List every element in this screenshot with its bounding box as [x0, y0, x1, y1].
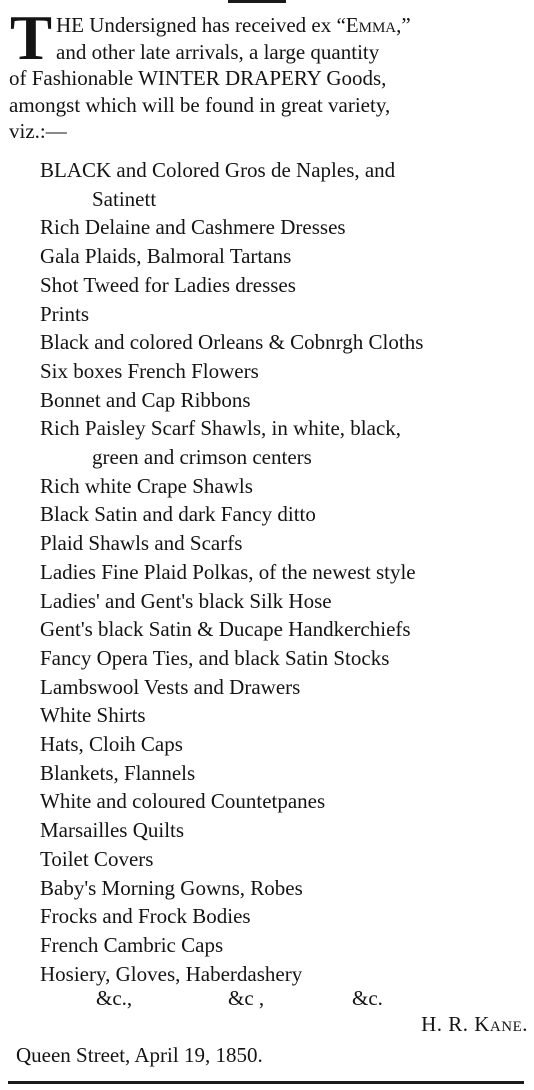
list-item: Ladies' and Gent's black Silk Hose [40, 588, 332, 613]
list-item: Gala Plaids, Balmoral Tartans [40, 244, 292, 269]
etc-1: &c., [96, 986, 133, 1010]
list-item: White and coloured Countetpanes [40, 789, 326, 814]
signature: H. R. Kane. [421, 1012, 528, 1036]
list-item: Ladies Fine Plaid Polkas, of the newest style [40, 559, 416, 584]
intro-line-3: of Fashionable WINTER DRAPERY Goods, [9, 66, 387, 91]
list-item: French Cambric Caps [40, 932, 224, 957]
dateline: Queen Street, April 19, 1850. [16, 1043, 263, 1067]
top-rule [228, 0, 286, 3]
list-item: Black Satin and dark Fancy ditto [40, 502, 316, 527]
list-item: Rich Delaine and Cashmere Dresses [40, 215, 346, 240]
intro-line-5: viz.:— [9, 119, 67, 144]
ship-name: Emma [345, 13, 397, 37]
intro-paragraph [0, 3, 534, 145]
list-item: Marsailles Quilts [40, 818, 185, 843]
list-item: Bonnet and Cap Ribbons [40, 387, 251, 412]
drop-cap: T [10, 3, 53, 73]
list-item: Shot Tweed for Ladies dresses [40, 272, 296, 297]
list-item: green and crimson centers [92, 445, 312, 470]
list-item: Gent's black Satin & Ducape Handkerchiefs [40, 617, 411, 642]
list-item: Toilet Covers [40, 846, 154, 871]
list-item: Baby's Morning Gowns, Robes [40, 875, 303, 900]
intro-line-4: amongst which will be found in great variety, [9, 92, 391, 117]
etc-3: &c. [352, 986, 383, 1010]
etc-2: &c , [228, 986, 265, 1010]
list-item: Plaid Shawls and Scarfs [40, 531, 243, 556]
list-item: Rich white Crape Shawls [40, 473, 253, 498]
list-item: Rich Paisley Scarf Shawls, in white, black, [40, 416, 402, 441]
intro-line-1: HE Undersigned has received ex “Emma,” [56, 13, 411, 37]
list-item: Frocks and Frock Bodies [40, 904, 251, 929]
list-item: Six boxes French Flowers [40, 358, 259, 383]
list-item: Hats, Cloih Caps [40, 732, 183, 757]
list-item: Lambswool Vests and Drawers [40, 674, 301, 699]
list-item: White Shirts [40, 703, 146, 728]
list-item: Prints [40, 301, 90, 326]
list-item: Fancy Opera Ties, and black Satin Stocks [40, 645, 390, 670]
list-item: Blankets, Flannels [40, 760, 196, 785]
goods-list [0, 156, 534, 988]
list-item: BLACK and Colored Gros de Naples, and [40, 158, 396, 182]
list-item: Black and colored Orleans & Cobnrgh Cloths [40, 330, 424, 355]
intro-line-2: and other late arrivals, a large quantity [56, 39, 380, 64]
list-item: Hosiery, Gloves, Haberdashery [40, 961, 303, 986]
bottom-rule [8, 1081, 524, 1084]
list-item: Satinett [92, 186, 157, 211]
